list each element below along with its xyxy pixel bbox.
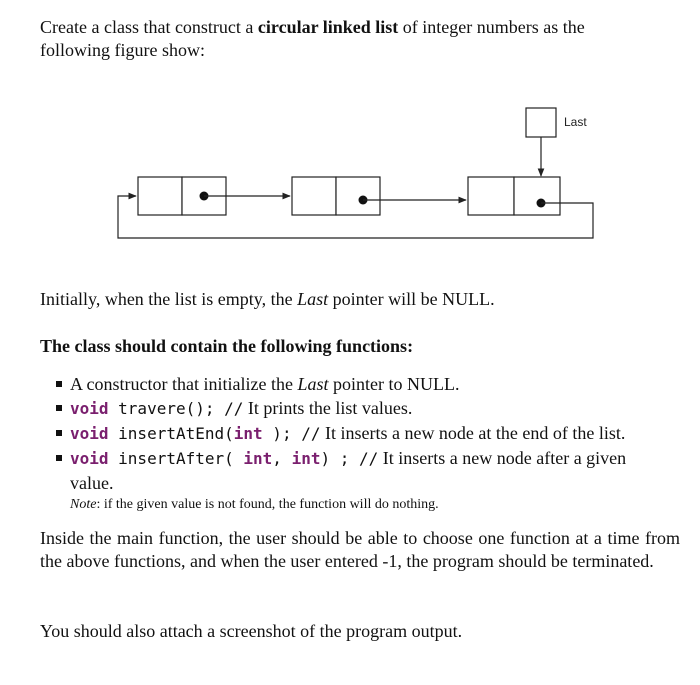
- list-note: [56, 495, 696, 515]
- intro-bold-term: circular linked list: [257, 17, 399, 37]
- node-3-data: [468, 177, 514, 215]
- last-label: Last: [564, 115, 587, 129]
- node-2: [292, 177, 380, 215]
- node-1-data: [138, 177, 182, 215]
- initial-note-prefix: Initially, when the list is empty, the: [40, 289, 298, 309]
- b1-italic: Last: [297, 374, 329, 394]
- b1-prefix: A constructor that initialize the: [70, 374, 298, 394]
- intro-prefix: Create a class that construct a: [40, 17, 258, 37]
- b4-code-3: ) ; //: [320, 449, 379, 468]
- b3-text: It inserts a new node at the end of the list.: [320, 423, 626, 443]
- b4-code-2: ,: [272, 449, 292, 468]
- linked-list-figure: [0, 0, 700, 260]
- initial-note: [40, 288, 495, 311]
- node-2-next: [336, 177, 380, 215]
- last-pointer-box: [526, 108, 556, 137]
- note-text: : if the given value is not found, the function will do nothing.: [96, 497, 439, 512]
- b4-keyword: void: [70, 449, 109, 468]
- node-2-data: [292, 177, 336, 215]
- b4-code-1: insertAfter(: [108, 449, 244, 468]
- intro-line2: following figure show:: [40, 40, 205, 60]
- bullet-marker: [56, 405, 62, 411]
- b2-text: It prints the list values.: [243, 398, 413, 418]
- list-item-insert-after: [56, 446, 696, 471]
- screenshot-note: You should also attach a screenshot of the program output.: [40, 621, 463, 641]
- b1-suffix: pointer to NULL.: [328, 374, 460, 394]
- b2-keyword: void: [70, 399, 109, 418]
- b4-text: It inserts a new node after a given: [378, 448, 627, 468]
- list-item-constructor: [56, 372, 696, 396]
- b2-code: travere(); //: [108, 399, 244, 418]
- bullet-marker: [56, 381, 62, 387]
- b3-code-2: ); //: [262, 424, 321, 443]
- initial-note-italic: Last: [297, 289, 329, 309]
- list-item-insert-after-continued: [56, 471, 696, 495]
- b4-keyword-2: int: [243, 449, 273, 468]
- bullet-marker: [56, 455, 62, 461]
- b3-code-1: insertAtEnd(: [108, 424, 234, 443]
- b4-keyword-3: int: [291, 449, 321, 468]
- list-item-insert-at-end: [56, 421, 696, 446]
- list-item-traverse: [56, 396, 696, 421]
- b3-keyword-2: int: [233, 424, 263, 443]
- function-list: [56, 372, 696, 515]
- note-label: Note: [70, 497, 97, 512]
- b3-keyword: void: [70, 424, 109, 443]
- node-3-next: [514, 177, 560, 215]
- intro-suffix: of integer numbers as the: [398, 17, 585, 37]
- node-3: [468, 177, 560, 215]
- bullet-marker: [56, 430, 62, 436]
- main-function-paragraph: Inside the main function, the user should be able to choose one function at a time from the above functions, and when the user entered -1, the program should be terminated.: [40, 528, 680, 571]
- initial-note-suffix: pointer will be NULL.: [328, 289, 495, 309]
- b4-continuation: value.: [70, 473, 114, 493]
- functions-heading: The class should contain the following functions:: [40, 336, 414, 356]
